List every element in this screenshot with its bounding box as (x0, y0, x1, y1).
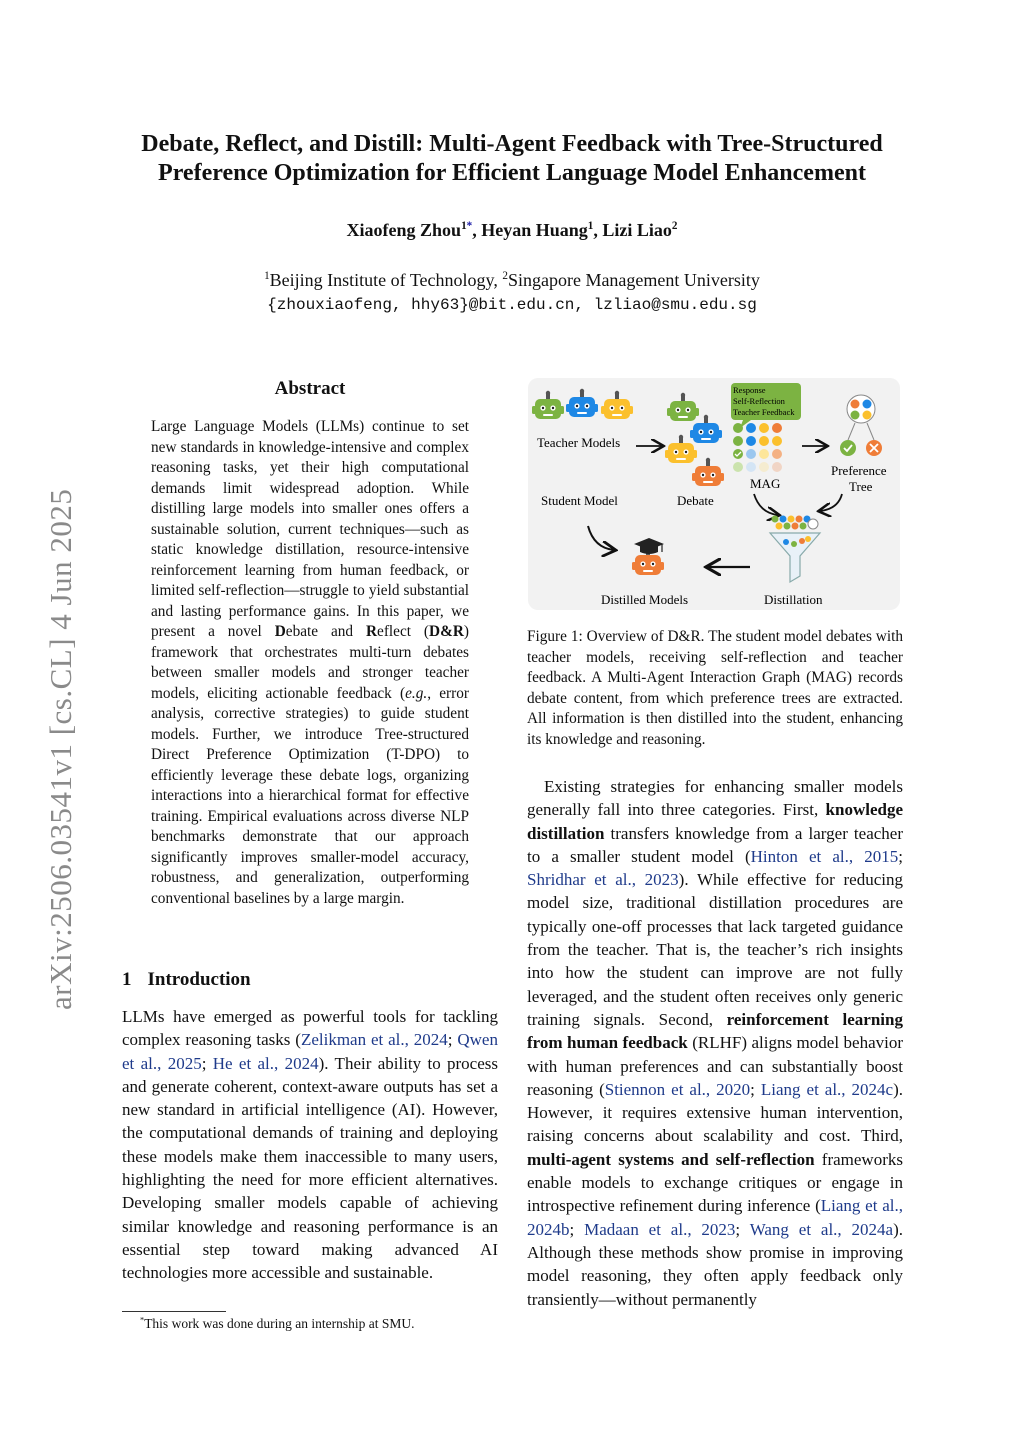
debate-bot-green (667, 393, 699, 421)
author-affil-sup: 1 (461, 220, 467, 232)
citation-link[interactable]: Liang et al., 2024b (527, 1196, 903, 1239)
bubble-line: Self-Reflection (733, 396, 785, 406)
bubble-line: Response (733, 385, 766, 395)
debate-bot-orange (692, 458, 724, 486)
mag-graph-icon (733, 423, 782, 472)
author-list: Xiaofeng Zhou$^{1*}$, Heyan Huang$^1$, Lizi Liao$^2$ (346, 220, 678, 240)
teacher-model-icon-green (532, 391, 564, 419)
preference-tree-icon (840, 395, 882, 456)
footnote (140, 1316, 415, 1332)
affiliations: $^1$Beijing Institute of Technology, $^2$Singapore Management University (264, 270, 760, 290)
footnote-text: This work was done during an internship at SMU. (144, 1316, 415, 1331)
figure-1 (528, 378, 900, 610)
teacher-models-label: Teacher Models (537, 435, 621, 450)
teacher-model-icon-yellow (601, 391, 633, 419)
bubble-line: Teacher Feedback (733, 407, 795, 417)
section-number: 1 (122, 969, 132, 990)
footnote-rule (122, 1311, 226, 1312)
body-paragraph: Existing strategies for enhancing smaller models generally fall into three categories. First, knowledge distillation transfers knowledge from a larger teacher to a smaller student model (Hinton et al., 2015; Shridhar et al., 2023). While effective for reducing model size, traditional distillation procedures are typically one-off processes that lack targeted guidance from the teacher. That is, the teacher’s rich insights into how the student can improve are not fully leveraged, and the student often receives only generic training signals. Second, reinforcement learning from human feedback (RLHF) aligns model behavior with human preferences and can substantially boost reasoning (Stiennon et al., 2020; Liang et al., 2024c). However, it requires extensive human intervention, raising concerns about scalability and cost. Third, multi-agent systems and self-reflection frameworks enable models to exchange critiques or engage in introspective refinement during inference (Liang et al., 2024b; Madaan et al., 2023; Wang et al., 2024a). Although these methods show promise in improving model reasoning, they often apply feedback only transiently—without permanently (527, 777, 903, 1309)
author-name: Heyan Huang (481, 220, 588, 240)
citation-link[interactable]: Zelikman et al., 2024 (300, 1030, 448, 1050)
section-title: Introduction (147, 969, 251, 990)
check-icon (840, 440, 856, 456)
paper-title (100, 130, 924, 188)
affil-name: Beijing Institute of Technology (269, 270, 494, 290)
debate-bot-yellow (665, 435, 697, 463)
student-model-label: Student Model (541, 493, 618, 508)
author-emails: {zhouxiaofeng, hhy63}@bit.edu.cn, lzliao@smu.edu.sg (267, 296, 757, 314)
citation-link[interactable]: Shridhar et al., 2023 (527, 870, 679, 890)
figure-1-diagram (528, 378, 900, 610)
graduation-cap-icon (634, 538, 664, 554)
author-affil-sup: 2 (671, 220, 678, 232)
abstract-heading: Abstract (274, 378, 346, 399)
citation-link[interactable]: He et al., 2024 (212, 1053, 319, 1073)
affil-name: Singapore Management University (507, 270, 760, 290)
author-name: Xiaofeng Zhou (346, 220, 462, 240)
tree-label: Tree (849, 479, 873, 494)
affil-sup: 2 (502, 270, 508, 282)
citation-link[interactable]: Hinton et al., 2015 (750, 846, 899, 866)
citation-link[interactable]: Madaan et al., 2023 (584, 1219, 736, 1239)
distillation-label: Distillation (764, 592, 823, 607)
distillation-funnel-icon (770, 516, 820, 583)
section-heading-introduction (122, 969, 251, 991)
citation-link[interactable]: Wang et al., 2024a (749, 1219, 894, 1239)
distilled-models-label: Distilled Models (601, 592, 689, 607)
abstract-text: Large Language Models (LLMs) continue to set new standards in knowledge-intensive and complex reasoning tasks, yet their high computational demands limit widespread adoption. While distilling large models into smaller ones offers a sustainable solution, current techniques—such as static knowledge distillation, resource-intensive reinforcement learning from human feedback, or limited self-reflection—struggle to yield substantial and lasting performance gains. In this paper, we present a novel Debate and Reflect (D&R) framework that orchestrates multi-turn debates between smaller models and stronger teacher models, eliciting actionable feedback (e.g., error analysis, corrective strategies) to guide student models. Further, we introduce Tree-structured Direct Preference Optimization (T-DPO) to efficiently leverage these debate logs, organizing interactions into a hierarchical format for effective training. Empirical evaluations across diverse NLP benchmarks demonstrate that our approach significantly improves smaller-model accuracy, robustness, and generalization, outperforming conventional baselines by a large margin. (151, 418, 469, 907)
author-name: Lizi Liao (602, 220, 672, 240)
citation-link[interactable]: Stiennon et al., 2020 (604, 1079, 751, 1099)
footnote-mark: * (140, 1315, 145, 1325)
title-line-2: Preference Optimization for Efficient Language Model Enhancement (158, 160, 866, 186)
author-affil-sup: 1 (587, 220, 594, 232)
arxiv-identifier: arXiv:2506.03541v1 [cs.CL] 4 Jun 2025 (43, 488, 78, 1010)
author-footnote-mark[interactable]: * (466, 220, 473, 232)
citation-link[interactable]: Qwen et al., 2025 (122, 1030, 498, 1073)
preference-label: Preference (831, 463, 887, 478)
title-line-1: Debate, Reflect, and Distill: Multi-Agent Feedback with Tree-Structured (141, 131, 883, 157)
debate-label: Debate (677, 493, 714, 508)
mag-label: MAG (750, 476, 781, 491)
affil-sup: 1 (264, 270, 270, 282)
intro-paragraph: LLMs have emerged as powerful tools for tackling complex reasoning tasks (Zelikman et al., 2024; Qwen et al., 2025; He et al., 2024). Their ability to process and generate coherent, context-aware outputs has set a new standard in artificial intelligence (AI). However, the computational demands of training and deploying these models make them inaccessible to many users, highlighting the need for more efficient alternatives. Developing smaller models capable of achieving similar knowledge and reasoning performance is an essential step toward making advanced AI technologies more accessible and sustainable. (122, 1007, 499, 1283)
teacher-model-icon-blue (566, 389, 598, 417)
citation-link[interactable]: Liang et al., 2024c (760, 1079, 894, 1099)
figure-1-caption: Figure 1: Overview of D&R. The student model debates with teacher models, receiving self-reflection and teacher feedback. A Multi-Agent Interaction Graph (MAG) records debate content, from which preference trees are extracted. All information is then distilled into the student, enhancing its knowledge and reasoning. (527, 628, 903, 748)
